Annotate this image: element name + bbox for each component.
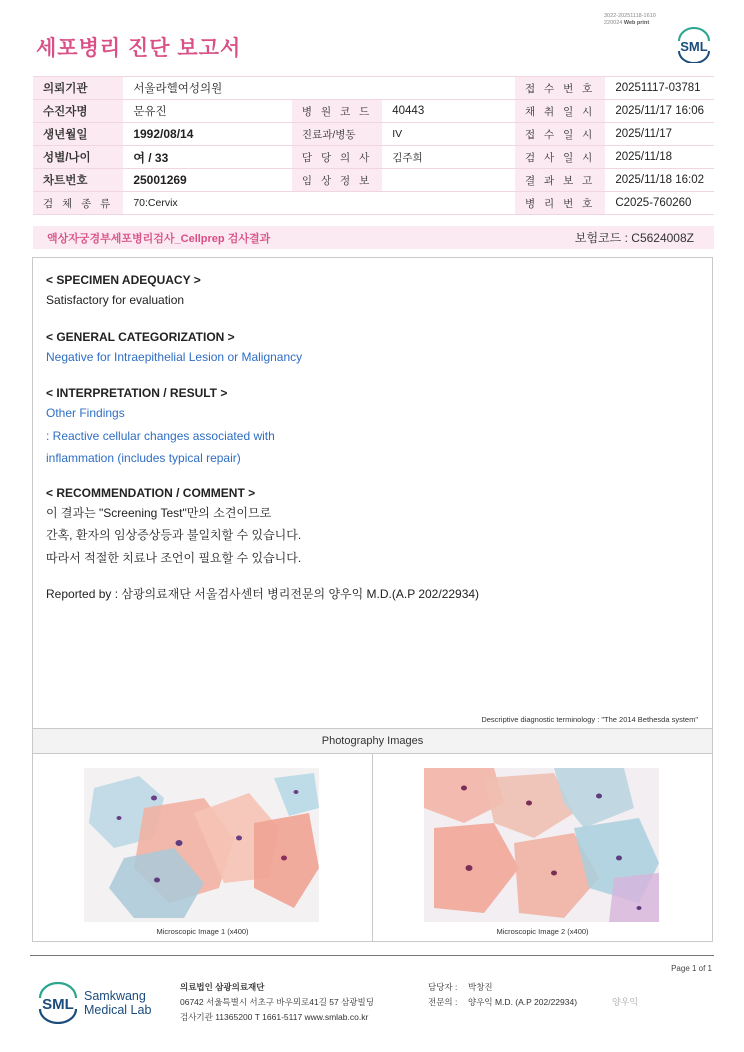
photo-cell-1: [33, 754, 372, 941]
table-row: 성별/나이 여 / 33 담 당 의 사 김주희 검 사 일 시 2025/11/18: [33, 146, 714, 169]
table-row: 의뢰기관 서울라헬여성의원 접 수 번 호 20251117-03781: [33, 77, 714, 100]
page-title: 세포병리 진단 보고서: [36, 37, 242, 60]
reported-by: Reported by : 삼광의료재단 서울검사센터 병리전문의 양우익 M.D.(A.P 202/22934): [46, 587, 480, 601]
report-date-value: 2025/11/18 16:02: [605, 169, 714, 192]
patient-info-table: [33, 76, 714, 215]
table-row: 수진자명 문유진 병 원 코 드 40443 채 취 일 시 2025/11/17 16:06: [33, 100, 714, 123]
exam-date-value: 2025/11/18: [605, 146, 714, 169]
adequacy-text: Satisfactory for evaluation: [46, 293, 185, 307]
specimen-value: 70:Cervix: [123, 192, 515, 215]
interpretation-line: : Reactive cellular changes associated with: [46, 428, 275, 443]
svg-text:SML: SML: [680, 39, 708, 54]
table-row: 생년월일 1992/08/14 진료과/병동 IV 접 수 일 시 2025/11/17: [33, 123, 714, 146]
table-row: 검 체 종 류 70:Cervix 병 리 번 호 C2025-760260: [33, 192, 714, 215]
photo-header: Photography Images: [32, 729, 713, 754]
terminology-note: Descriptive diagnostic terminology : "The 2014 Bethesda system": [481, 715, 698, 724]
footer-divider: [30, 955, 714, 956]
clinical-info-value: [382, 169, 515, 192]
hospital-code-value: 40443: [382, 100, 515, 123]
general-text: Negative for Intraepithelial Lesion or Malignancy: [46, 349, 303, 364]
chart-no-value: 25001269: [123, 169, 292, 192]
recommendation-heading: < RECOMMENDATION / COMMENT >: [46, 485, 256, 500]
brand-name: Samkwang Medical Lab: [84, 989, 152, 1017]
microscopic-image-2[interactable]: [424, 768, 659, 922]
test-name: 액상자궁경부세포병리검사_Cellprep 검사결과: [47, 232, 271, 245]
staff-info: 담당자 : 박창진 전문의 : 양우익 M.D. (A.P 202/22934): [428, 982, 578, 1007]
photo-caption-2: Microscopic Image 2 (x400): [496, 927, 589, 936]
photo-gallery: [32, 754, 713, 942]
doctor-value: 김주희: [382, 146, 515, 169]
receipt-no-value: 20251117-03781: [605, 77, 714, 100]
print-id: 3022-20251118-1610 220024 Web print: [604, 13, 656, 26]
sml-logo: [675, 27, 713, 63]
patient-name-value: 문유진: [123, 100, 292, 123]
recommendation-line: 따라서 적절한 치료나 조언이 필요할 수 있습니다.: [46, 550, 302, 565]
interpretation-heading: < INTERPRETATION / RESULT >: [46, 386, 228, 400]
sml-footer-logo: [36, 982, 80, 1024]
test-name-bar: [33, 226, 714, 249]
general-heading: < GENERAL CATEGORIZATION >: [46, 329, 235, 344]
table-row: 차트번호 25001269 임 상 정 보 결 과 보 고 2025/11/18 16:02: [33, 169, 714, 192]
birth-date-value: 1992/08/14: [123, 123, 292, 146]
recommendation-line: 간혹, 환자의 임상증상등과 불일치할 수 있습니다.: [46, 528, 302, 542]
photo-cell-2: [372, 754, 712, 941]
org-info: 의료법인 삼광의료재단 06742 서울특별시 서초구 바우뫼로41길 57 삼광빌딩 검사기관 11365200 T 1661-5117 www.smlab.co.kr: [180, 982, 374, 1022]
receive-date-value: 2025/11/17: [605, 123, 714, 146]
microscopic-image-1[interactable]: [84, 768, 319, 922]
photo-caption-1: Microscopic Image 1 (x400): [156, 927, 249, 936]
interpretation-line: inflammation (includes typical repair): [46, 451, 241, 465]
pathology-no-value: C2025-760260: [605, 192, 714, 215]
interpretation-line: Other Findings: [46, 406, 125, 420]
collect-date-value: 2025/11/17 16:06: [605, 100, 714, 123]
dept-value: IV: [382, 123, 515, 146]
svg-text:SML: SML: [42, 996, 74, 1013]
institution-value: 서울라헬여성의원: [123, 77, 515, 100]
recommendation-line: 이 결과는 "Screening Test"만의 소견이므로: [46, 505, 272, 520]
adequacy-heading: < SPECIMEN ADEQUACY >: [46, 273, 201, 287]
insurance-code: 보험코드 : C5624008Z: [574, 231, 694, 245]
signature: 양우익: [612, 998, 639, 1008]
page-number: Page 1 of 1: [671, 964, 712, 973]
sex-age-value: 여 / 33: [123, 146, 292, 169]
result-section: [32, 257, 713, 729]
